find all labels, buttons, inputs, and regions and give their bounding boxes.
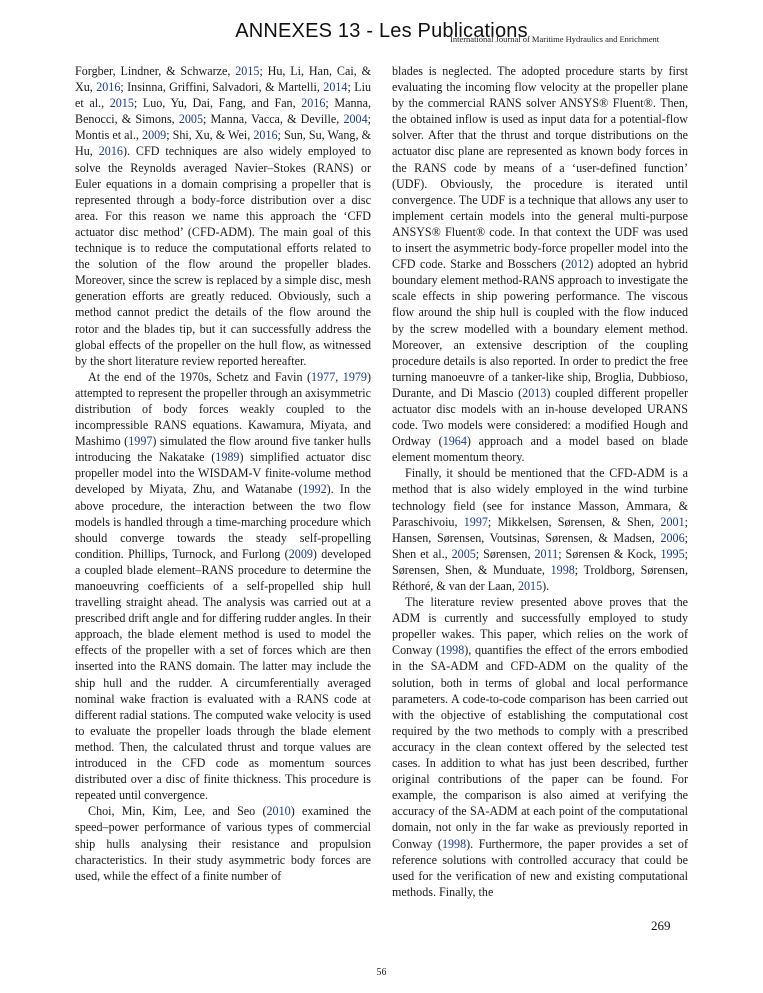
citation-link[interactable]: 1997 (463, 514, 488, 529)
citation-link[interactable]: 2006 (660, 530, 685, 545)
citation-link[interactable]: 2012 (565, 257, 590, 272)
citation-link[interactable]: 2015 (109, 96, 134, 111)
paragraph: The literature review presented above proves that the ADM is currently and successfully employed to study propeller wakes. This paper, which relies on the work of Conway (1998), quantifies the effect of the errors embodied in the SA-ADM and CFD-ADM on the quality of the solution, both in terms of global and local performance parameters. A code-to-code comparison has been carried out with the objective of establishing the computational cost required by the two methods to comply with a prescribed accuracy in the clean context offered by the selected test cases. In addition to what has just been described, further original contributions of the paper can be found. For example, the comparison is also aimed at verifying the accuracy of the SA-ADM at each point of the computational domain, not only in the far wake as previously reported in Conway (1998). Furthermore, the paper provides a set of reference solutions with controlled accuracy that could be used for the verification of new and existing computational methods. Finally, the (392, 595, 688, 899)
citation-link[interactable]: 2016 (301, 96, 326, 111)
citation-link[interactable]: 1992 (302, 482, 327, 497)
paragraph: Choi, Min, Kim, Lee, and Seo (2010) examined the speed–power performance of various types of commercial ship hulls analysing their resistance and propulsion characteristics. In their study asymmetric body forces are used, while the effect of a finite number of (75, 804, 371, 883)
citation-link[interactable]: 2015 (517, 579, 543, 593)
citation-link[interactable]: 1997 (128, 434, 153, 449)
annex-title: ANNEXES 13 - Les Publications (235, 20, 528, 42)
citation-link[interactable]: 2016 (98, 144, 123, 159)
citation-link[interactable]: 2013 (522, 385, 547, 400)
citation-link[interactable]: 2005 (451, 546, 476, 561)
citation-link[interactable]: 2010 (266, 804, 291, 819)
journal-name: International Journal of Maritime Hydraulics and Enrichment (450, 34, 660, 44)
paragraph: blades is neglected. The adopted procedure starts by first evaluating the incoming flow velocity at the propeller plane by the commercial RANS solver ANSYS® Fluent®. Then, the obtained inflow is used as input data for a potential-flow solver. After that the thrust and torque distributions on the actuator disc plane are represented as known body forces in the RANS code by means of a ‘user-defined function’ (UDF). Obviously, the procedure is iterated until convergence. The UDF is a technique that allows any user to implement certain models into the general multi-purpose ANSYS® Fluent® code. In that context the UDF was used to insert the asymmetric body-force propeller model into the CFD code. Starke and Bosschers (2012) adopted an hybrid boundary element method-RANS approach to investigate the scale effects in ship powering performance. The viscous flow around the ship hull is coupled with the flow induced by the screw modelled with a boundary element method. Moreover, an extensive description of the coupling procedure details is also reported. In order to predict the free turning manoeuvre of a tanker-like ship, Broglia, Dubbioso, Durante, and Di Mascio (2013) coupled different propeller actuator disc models with an in-house developed URANS code. Two models were considered: a modified Hough and Ordway (1964) approach and a model based on blade element momentum theory. (392, 64, 688, 465)
citation-link[interactable]: 2016 (96, 80, 121, 95)
paragraph: Finally, it should be mentioned that the CFD-ADM is a method that is also widely employed in the wind turbine technology field (see for instance Masson, Ammara, & Paraschivoiu, 1997; Mikkelsen, Sørensen, & Shen, 2001; Hansen, Sørensen, Voutsinas, Sørensen, & Madsen, 2006; Shen et al., 2005; Sørensen, 2011; Sørensen & Kock, 1995; Sørensen, Shen, & Munduate, 1998; Troldborg, Sørensen, Réthoré, & van der Laan, 2015). (392, 466, 688, 593)
citation-link[interactable]: 1964 (442, 434, 467, 449)
paragraph: At the end of the 1970s, Schetz and Favin (1977, 1979) attempted to represent the propeller through an axisymmetric distribution of body forces weakly coupled to the incompressible RANS equations. Kawamura, Miyata, and Mashimo (1997) simulated the flow around five tanker hulls introducing the Nakatake (1989) simplified actuator disc propeller model into the WISDAM-V finite-volume method developed by Miyata, Zhu, and Watanabe (1992). In the above procedure, the interaction between the two flow models is handled through a time-marching procedure which should converge towards the steady self-propelling condition. Phillips, Turnock, and Furlong (2009) developed a coupled blade element–RANS procedure to determine the manoeuvring coefficients of a self-propelled ship hull travelling straight ahead. The analysis was carried out at a prescribed drift angle and for differing rudder angles. In their approach, the blade element method is used to model the effects of the propeller with a set of forces which are then inserted into the RANS domain. The latter may include the ship hull and the rudder. A circumferentially averaged nominal wake fraction is evaluated with a RANS code at different radial stations. The computed wake velocity is used to evaluate the propeller loads through the blade element method. Then, the calculated thrust and torque values are introduced in the CFD code as momentum sources distributed over a disc of finite thickness. This procedure is repeated until convergence. (75, 369, 372, 803)
citation-link[interactable]: 1995 (660, 546, 685, 561)
folio-number: 56 (376, 967, 387, 978)
citation-link[interactable]: 2004 (343, 112, 368, 127)
citation-link[interactable]: 1979 (342, 369, 367, 384)
citation-link[interactable]: 1977 (311, 369, 336, 384)
citation-link[interactable]: 2009 (288, 546, 313, 561)
citation-link[interactable]: 2005 (178, 112, 204, 127)
citation-link[interactable]: 2015 (235, 64, 260, 78)
citation-link[interactable]: 2016 (253, 128, 278, 143)
citation-link[interactable]: 1989 (215, 450, 240, 465)
page-number: 269 (651, 918, 671, 933)
citation-link[interactable]: 2009 (142, 128, 167, 143)
citation-link[interactable]: 1998 (441, 836, 467, 851)
left-column (75, 63, 371, 884)
citation-link[interactable]: 1998 (550, 562, 575, 577)
citation-link[interactable]: 1998 (440, 643, 465, 658)
citation-link[interactable]: 2011 (534, 546, 559, 561)
citation-link[interactable]: 2001 (660, 514, 685, 529)
citation-link[interactable]: 2014 (323, 80, 348, 95)
right-column (392, 63, 688, 900)
paragraph: Forgber, Lindner, & Schwarze, 2015; Hu, Li, Han, Cai, & Xu, 2016; Insinna, Griffini, Salvadori, & Martelli, 2014; Liu et al., 2015; Luo, Yu, Dai, Fang, and Fan, 2016; Manna, Benocci, & Simons, 2005; Manna, Vacca, & Deville, 2004; Montis et al., 2009; Shi, Xu, & Wei, 2016; Sun, Su, Wang, & Hu, 2016). CFD techniques are also widely employed to solve the Reynolds averaged Navier–Stokes (RANS) or Euler equations in a domain comprising a propeller that is represented through a body-force distribution over a disc area. For this reason we name this approach the ‘CFD actuator disc method’ (CFD-ADM). The main goal of this technique is to reduce the computational efforts related to the solution of the flow around the propeller blades. Moreover, since the screw is replaced by a simple disc, mesh generation efforts are greatly reduced. Obviously, such a method cannot predict the details of the flow around the rotor and the blades tip, but it can successfully address the global effects of the propeller on the hull flow, as witnessed by the short literature review reported hereafter. (75, 64, 372, 368)
